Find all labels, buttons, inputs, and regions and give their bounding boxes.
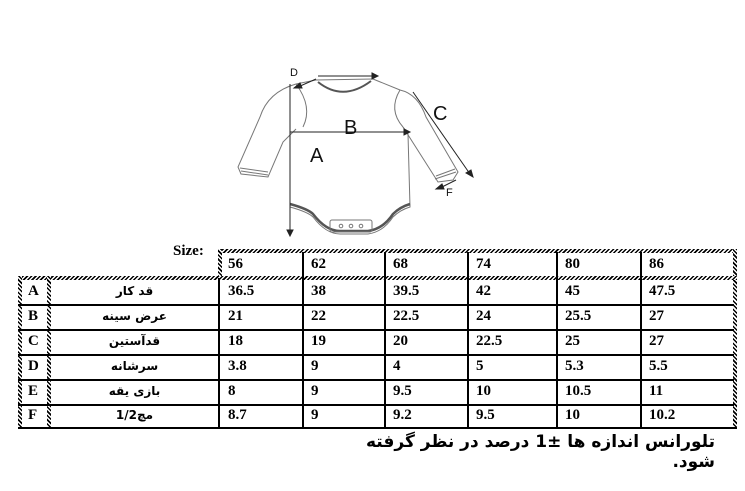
value-cell: 25.5 <box>565 308 592 324</box>
value-cell: 47.5 <box>649 283 676 299</box>
value-cell: 36.5 <box>228 283 255 299</box>
value-cell: 25 <box>565 333 580 349</box>
row-code: C <box>28 333 39 349</box>
size-header-cell: 56 <box>228 256 243 272</box>
value-cell: 9 <box>311 407 319 423</box>
value-cell: 27 <box>649 308 664 324</box>
bodysuit-diagram <box>228 62 478 240</box>
value-cell: 9.5 <box>393 383 412 399</box>
label-d: D <box>290 67 298 79</box>
value-cell: 22 <box>311 308 326 324</box>
value-cell: 10.2 <box>649 407 676 423</box>
value-cell: 11 <box>649 383 664 399</box>
row-label: سرشانه <box>110 359 159 373</box>
value-cell: 5 <box>476 358 484 374</box>
label-c: C <box>433 103 448 125</box>
label-f: F <box>446 187 453 199</box>
value-cell: 9.2 <box>393 407 412 423</box>
row-code: E <box>28 383 39 399</box>
size-header-cell: 68 <box>393 256 408 272</box>
row-label: مچ1/2 <box>115 408 154 422</box>
value-cell: 4 <box>393 358 401 374</box>
label-b: B <box>344 117 358 139</box>
value-cell: 39.5 <box>393 283 420 299</box>
label-a: A <box>310 145 324 167</box>
value-cell: 9 <box>311 383 319 399</box>
value-cell: 21 <box>228 308 243 324</box>
row-label: قد کار <box>115 284 154 298</box>
value-cell: 10 <box>565 407 580 423</box>
value-cell: 5.5 <box>649 358 668 374</box>
value-cell: 10 <box>476 383 491 399</box>
value-cell: 45 <box>565 283 580 299</box>
row-label: قدآستین <box>108 334 161 348</box>
value-cell: 3.8 <box>228 358 247 374</box>
row-code: B <box>28 308 39 324</box>
size-label: Size: <box>173 243 204 259</box>
row-code: F <box>28 407 38 423</box>
size-header-cell: 86 <box>649 256 664 272</box>
value-cell: 18 <box>228 333 243 349</box>
value-cell: 8 <box>228 383 236 399</box>
value-cell: 9.5 <box>476 407 495 423</box>
row-code: A <box>28 283 39 299</box>
value-cell: 38 <box>311 283 326 299</box>
value-cell: 19 <box>311 333 326 349</box>
value-cell: 20 <box>393 333 408 349</box>
size-header-cell: 74 <box>476 256 491 272</box>
row-label: بازی یقه <box>108 384 161 398</box>
value-cell: 27 <box>649 333 664 349</box>
tolerance-note: تلورانس اندازه ها ±1 درصد در نظر گرفته شود. <box>365 432 715 472</box>
value-cell: 10.5 <box>565 383 592 399</box>
value-cell: 42 <box>476 283 491 299</box>
value-cell: 9 <box>311 358 319 374</box>
value-cell: 5.3 <box>565 358 584 374</box>
row-code: D <box>28 358 39 374</box>
value-cell: 22.5 <box>476 333 503 349</box>
size-header-cell: 80 <box>565 256 580 272</box>
value-cell: 22.5 <box>393 308 420 324</box>
value-cell: 24 <box>476 308 491 324</box>
row-label: عرض سینه <box>102 309 167 323</box>
size-header-cell: 62 <box>311 256 326 272</box>
value-cell: 8.7 <box>228 407 247 423</box>
